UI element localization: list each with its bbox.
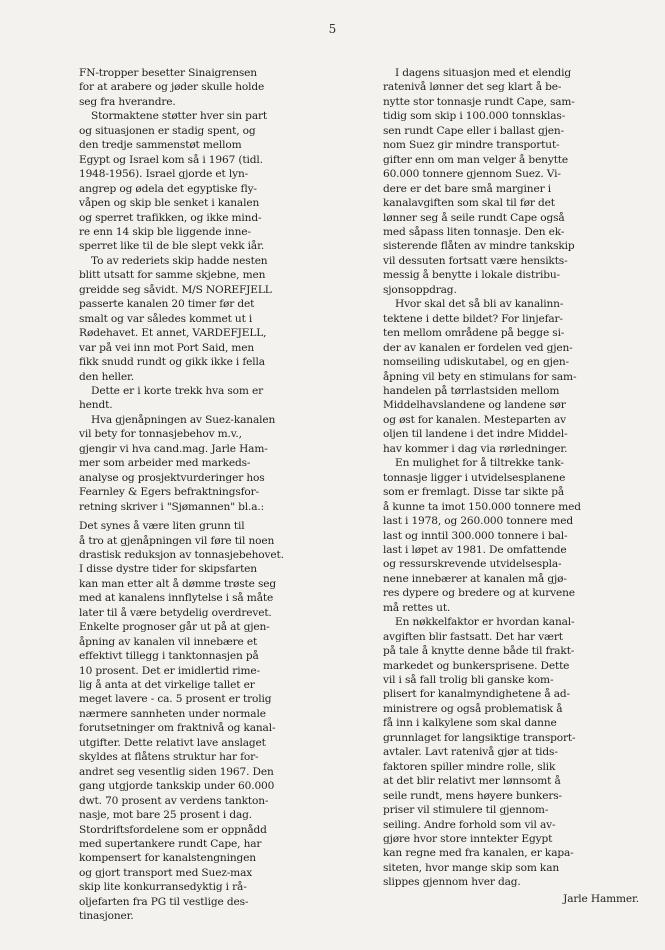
text-line: effektivt tillegg i tanktonnasjen på <box>79 650 259 663</box>
text-line: utgifter. Dette relativt lave anslaget <box>79 736 266 749</box>
text-line: vil i så fall trolig bli ganske kom- <box>383 674 554 687</box>
text-line: Enkelte prognoser går ut på at gjen- <box>79 621 270 634</box>
text-line: lønner seg å seile rundt Cape også <box>383 211 565 224</box>
text-line: oljen til landene i det indre Middel- <box>383 428 568 441</box>
text-line: To av rederiets skip hadde nesten <box>91 254 268 267</box>
text-line: som er fremlagt. Disse tar sikte på <box>383 486 565 499</box>
text-line: nom Suez gir mindre transportut- <box>383 139 560 152</box>
text-line: med såpass liten tonnasje. Den ek- <box>383 225 565 238</box>
text-line: ten mellom områdene på begge si- <box>383 327 565 340</box>
text-line: sisterende flåten av mindre tankskip <box>383 240 575 253</box>
text-line: og ressurskrevende utvidelsespla- <box>383 558 562 571</box>
text-line: på tale å knytte denne både til frakt- <box>383 645 575 658</box>
text-line: å kunne ta imot 150.000 tonnere med <box>383 500 581 513</box>
text-line: gjengir vi hva cand.mag. Jarle Ham- <box>79 442 268 455</box>
text-line: Middelhavslandene og landene sør <box>383 399 566 412</box>
page-number: 5 <box>328 22 337 36</box>
text-line: last og inntil 300.000 tonnere i bal- <box>383 529 568 542</box>
text-line: markedet og bunkersprisene. Dette <box>383 659 570 672</box>
text-line: slippes gjennom hver dag. <box>383 876 521 889</box>
text-line: seg fra hverandre. <box>79 95 176 108</box>
text-line: skip lite konkurransedyktig i rå- <box>79 881 247 894</box>
text-line: last i løpet av 1981. De omfattende <box>383 543 567 556</box>
text-line: seile rundt, mens høyere bunkers- <box>383 789 562 802</box>
text-line: Stormaktene støtter hver sin part <box>91 110 268 123</box>
text-line: Hva gjenåpningen av Suez-kanalen <box>91 413 276 426</box>
text-line: handelen på tørrlastsiden mellom <box>383 384 560 397</box>
text-line: kan man etter alt å dømme trøste seg <box>79 577 276 590</box>
text-line: later til å være betydelig overdrevet. <box>79 606 272 619</box>
text-line: der av kanalen er fordelen ved gjen- <box>383 341 573 354</box>
text-line: drastisk reduksjon av tonnasjebehovet. <box>79 548 284 561</box>
text-line: grunnlaget for langsiktige transport- <box>383 731 576 744</box>
text-line: forutsetninger om fraktnivå og kanal- <box>79 722 276 735</box>
text-line: tonnasje ligger i utvidelsesplanene <box>383 471 566 484</box>
text-line: nene innebærer at kanalen må gjø- <box>383 572 567 585</box>
text-line: re enn 14 skip ble liggende inne- <box>79 225 251 238</box>
text-line: smalt og var således kommet ut i <box>79 312 253 325</box>
text-line: åpning vil bety en stimulans for sam- <box>383 370 577 383</box>
text-line: få inn i kalkylene som skal danne <box>383 717 557 730</box>
text-line: messig å benytte i lokale distribu- <box>383 269 560 282</box>
text-line: res dypere og bredere og at kurvene <box>383 587 575 600</box>
text-line: 60.000 tonnere gjennom Suez. Vi- <box>383 168 561 181</box>
text-line: seiling. Andre forhold som vil av- <box>383 818 556 831</box>
text-line: å tro at gjenåpningen vil føre til noen <box>79 534 275 547</box>
text-line: tinasjoner. <box>79 910 134 923</box>
text-line: avgiften blir fastsatt. Det har vært <box>383 630 563 643</box>
text-line: Hvor skal det så bli av kanalinn- <box>395 298 564 311</box>
text-line: retning skriver i "Sjømannen" bl.a.: <box>79 500 265 513</box>
text-line: fikk snudd rundt og gikk ikke i fella <box>79 356 265 369</box>
text-line: den tredje sammenstøt mellom <box>79 139 242 152</box>
text-line: oljefarten fra PG til vestlige des- <box>79 895 249 908</box>
text-line: åpning av kanalen vil innebære et <box>79 635 258 648</box>
text-line: andret seg vesentlig siden 1967. Den <box>79 765 274 778</box>
text-line: Det synes å være liten grunn til <box>79 520 245 533</box>
text-line: avtaler. Lavt ratenivå gjør at tids- <box>383 746 558 759</box>
text-line: kan regne med fra kanalen, er kapa- <box>383 847 574 860</box>
text-line: plisert for kanalmyndighetene å ad- <box>383 688 570 701</box>
text-line: sen rundt Cape eller i ballast gjen- <box>383 124 564 137</box>
text-line: nasje, mot bare 25 prosent i dag. <box>79 809 252 822</box>
left-column <box>79 66 341 924</box>
text-line: med supertankere rundt Cape, har <box>79 838 262 851</box>
text-line: priser vil stimulere til gjennom- <box>383 804 549 817</box>
text-line: Fearnley & Egers befraktningsfor- <box>79 486 259 499</box>
text-line: FN-tropper besetter Sinaigrensen <box>79 67 257 79</box>
text-line: den heller. <box>79 370 134 383</box>
right-column <box>383 66 641 906</box>
text-line: Rødehavet. Et annet, VARDEFJELL, <box>79 327 267 340</box>
text-line: dere er det bare små marginer i <box>383 182 551 195</box>
text-line: skyldes at flåtens struktur har for- <box>79 751 259 764</box>
text-line: nomseiling udiskutabel, og en gjen- <box>383 356 569 369</box>
text-line: og sperret trafikken, og ikke mind- <box>79 211 262 224</box>
text-line: Dette er i korte trekk hva som er <box>91 384 264 397</box>
text-line: dwt. 70 prosent av verdens tankton- <box>79 794 269 807</box>
text-line: sperret like til de ble slept vekk iår. <box>79 240 265 253</box>
text-line: analyse og prosjektvurderinger hos <box>79 471 265 484</box>
text-line: gang utgjorde tankskip under 60.000 <box>79 780 275 793</box>
text-line: og øst for kanalen. Mesteparten av <box>383 413 566 426</box>
text-line: og gjort transport med Suez-max <box>79 866 253 879</box>
text-line: vil bety for tonnasjebehov m.v., <box>79 428 242 441</box>
text-line: og situasjonen er stadig spent, og <box>79 124 256 137</box>
text-line: 1948-1956). Israel gjorde et lyn- <box>79 168 249 181</box>
text-line: passerte kanalen 20 timer før det <box>79 298 255 311</box>
text-line: Egypt og Israel kom så i 1967 (tidl. <box>79 153 263 166</box>
text-line: hav kommer i dag via rørledninger. <box>383 442 568 455</box>
text-line: angrep og ødela det egyptiske fly- <box>79 182 257 195</box>
text-line: tektene i dette bildet? For linjefar- <box>383 312 563 325</box>
text-line: gifter enn om man velger å benytte <box>383 153 569 166</box>
text-line: tidig som skip i 100.000 tonnsklas- <box>383 110 566 123</box>
text-line: greidde seg såvidt. M/S NOREFJELL <box>79 283 272 296</box>
text-line: 10 prosent. Det er imidlertid rime- <box>79 664 260 677</box>
text-line: mer som arbeider med markeds- <box>79 457 251 470</box>
text-line: Stordriftsfordelene som er oppnådd <box>79 823 267 836</box>
text-line: sjonsoppdrag. <box>383 283 457 296</box>
text-line: faktoren spiller mindre rolle, slik <box>383 760 556 773</box>
text-line: meget lavere - ca. 5 prosent er trolig <box>79 693 272 706</box>
text-line: hendt. <box>79 399 113 412</box>
text-line: for at arabere og jøder skulle holde <box>79 81 265 94</box>
text-line: vil dessuten fortsatt være hensikts- <box>383 254 568 267</box>
text-line: var på vei inn mot Port Said, men <box>79 341 255 354</box>
author-signature: Jarle Hammer. <box>563 892 639 905</box>
text-line: En mulighet for å tiltrekke tank- <box>395 457 564 470</box>
text-line: våpen og skip ble senket i kanalen <box>79 197 260 210</box>
text-line: ratenivå lønner det seg klart å be- <box>383 81 562 94</box>
text-line: med at kanalens innflytelse i så måte <box>79 592 274 605</box>
text-line: siteten, hvor mange skip som kan <box>383 861 560 874</box>
text-line: kanalavgiften som skal til før det <box>383 197 555 210</box>
text-line: lig å anta at det virkelige tallet er <box>79 679 255 692</box>
text-line: må rettes ut. <box>383 601 451 614</box>
text-line: blitt utsatt for samme skjebne, men <box>79 269 266 282</box>
text-line: last i 1978, og 260.000 tonnere med <box>383 515 574 528</box>
text-line: ministrere og også problematisk å <box>383 702 563 715</box>
text-line: at det blir relativt mer lønnsomt å <box>383 775 561 788</box>
text-line: gjøre hvor store inntekter Egypt <box>383 833 553 846</box>
text-line: nærmere sannheten under normale <box>79 707 266 720</box>
text-line: I disse dystre tider for skipsfarten <box>79 563 257 576</box>
text-line: kompensert for kanalstengningen <box>79 852 256 865</box>
text-line: En nøkkelfaktor er hvordan kanal- <box>395 616 575 629</box>
text-line: nytte stor tonnasje rundt Cape, sam- <box>383 95 575 108</box>
text-line: I dagens situasjon med et elendig <box>395 67 571 79</box>
